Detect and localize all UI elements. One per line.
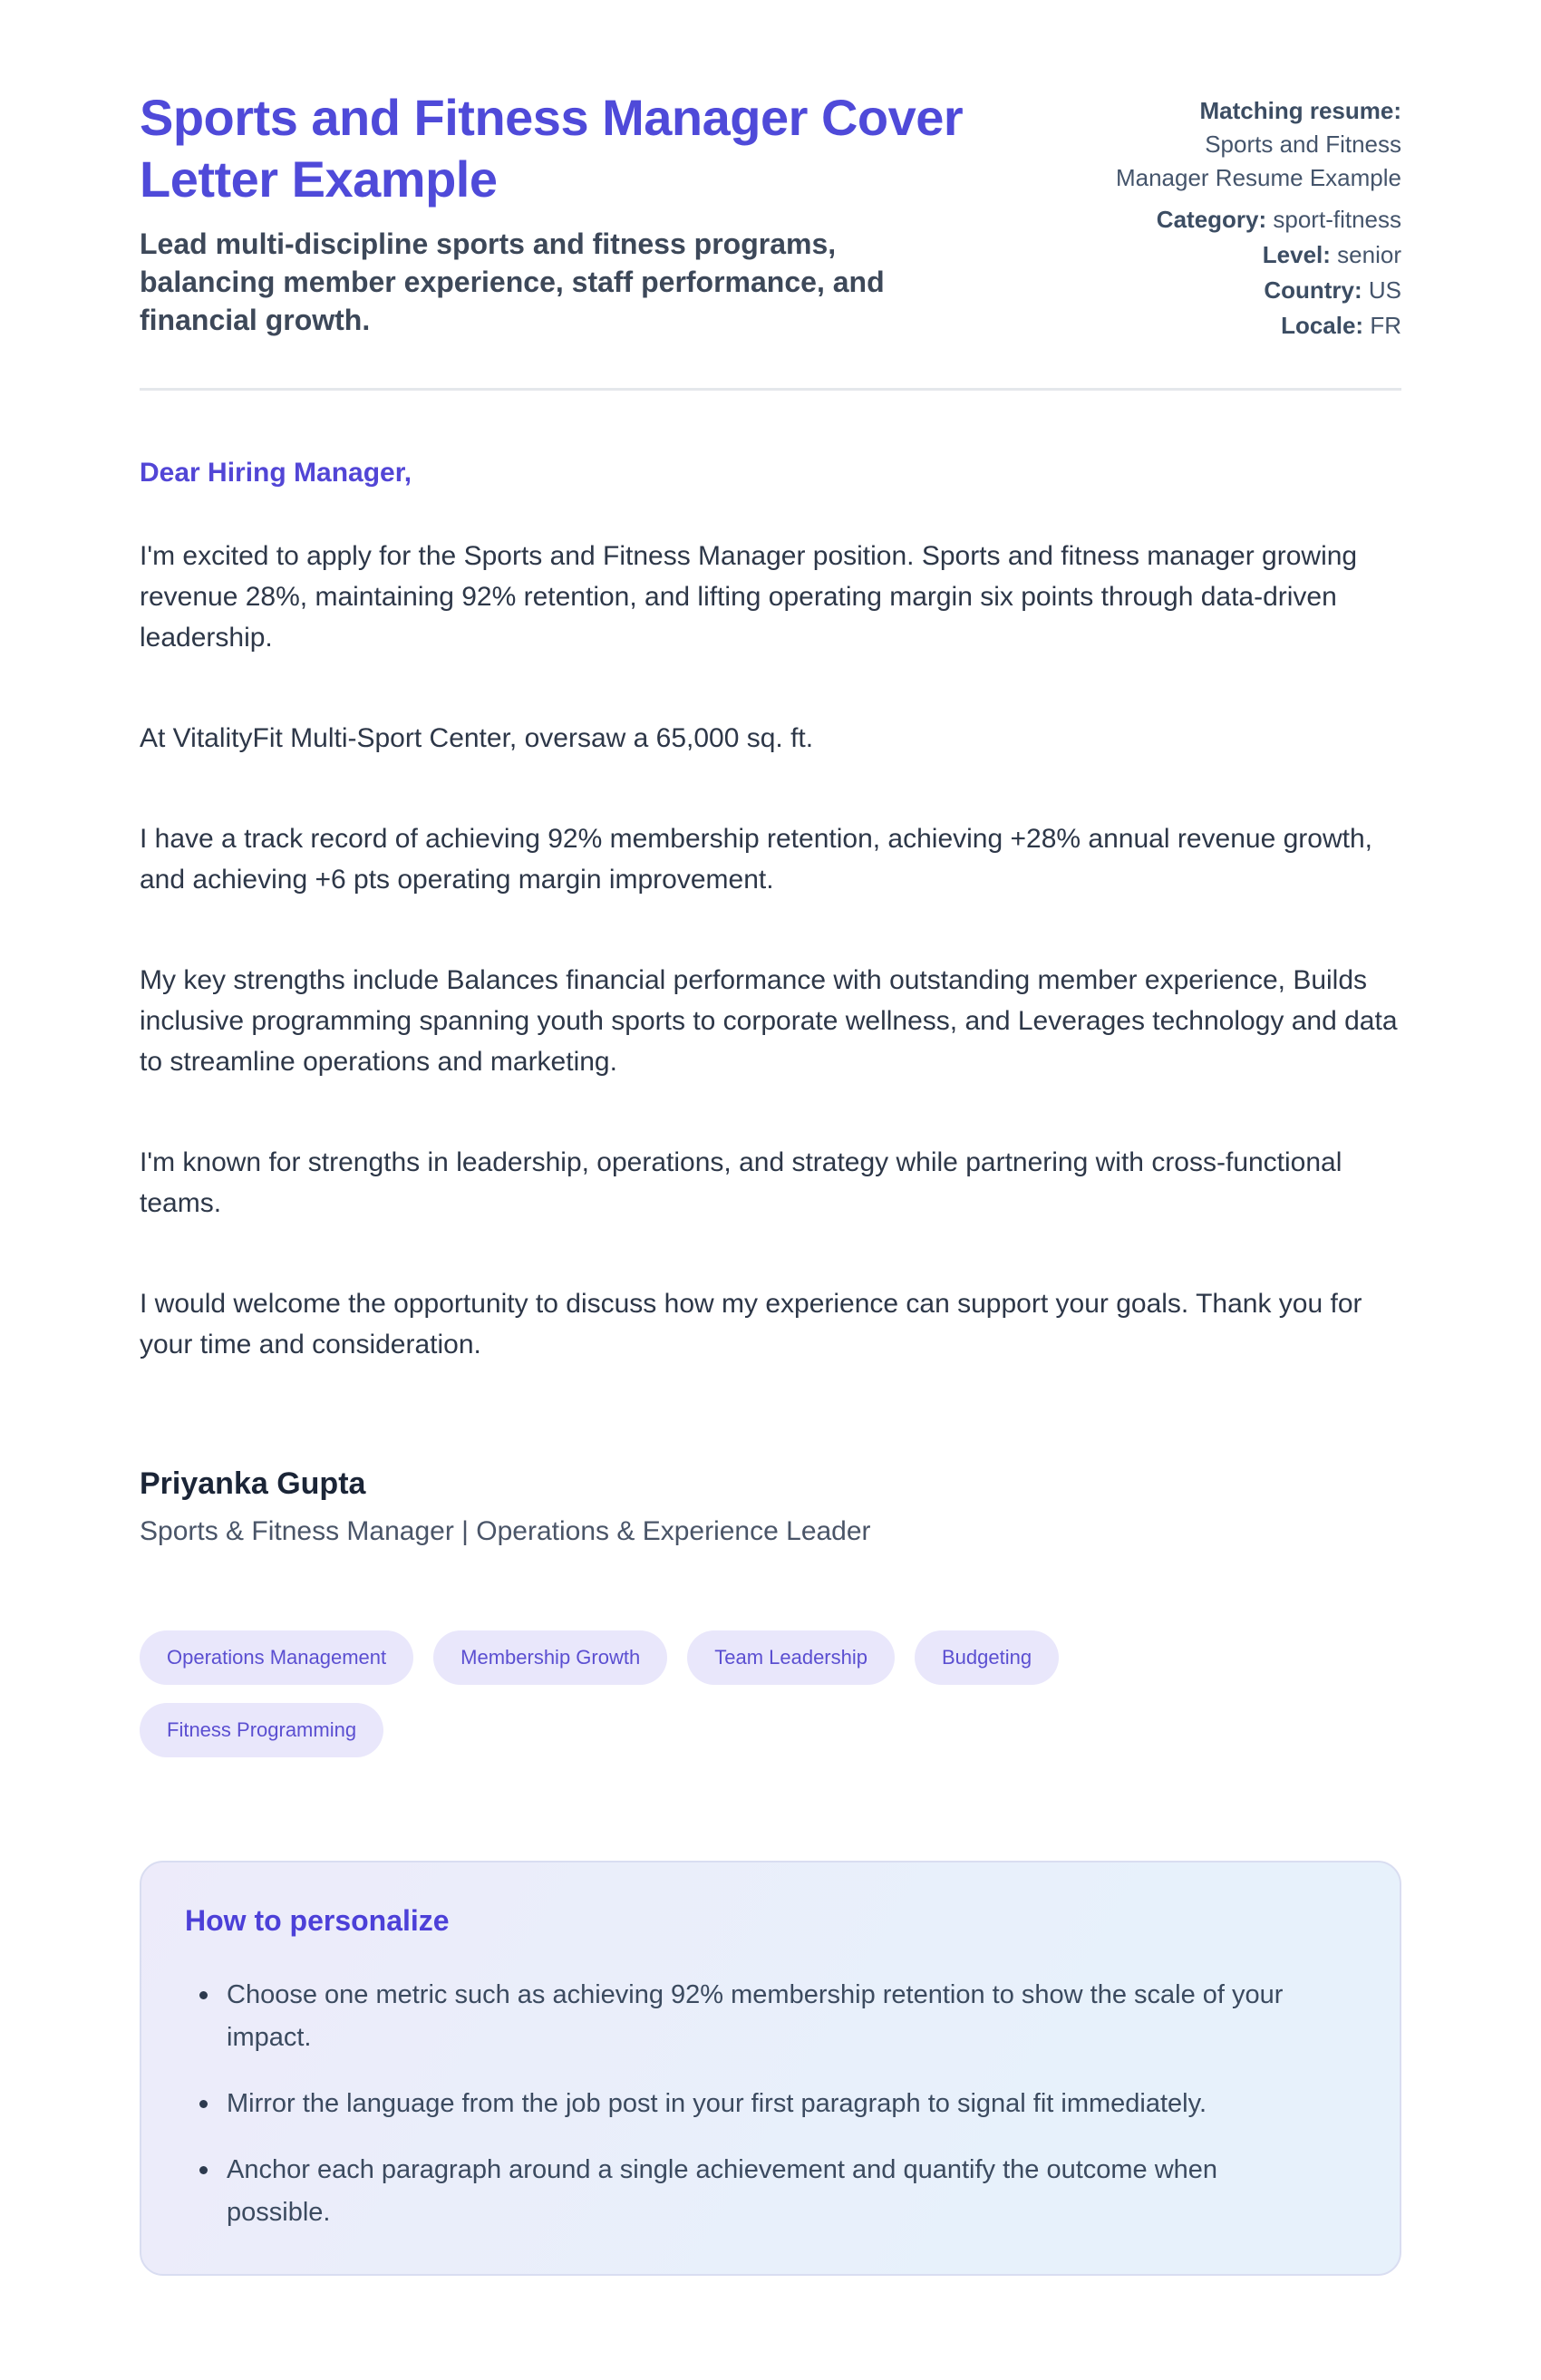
- meta-country-value: US: [1368, 276, 1401, 304]
- meta-level-row: [1113, 238, 1401, 272]
- personalize-tip: Mirror the language from the job post in your first paragraph to signal fit immediately.: [194, 2083, 1291, 2125]
- skill-tag[interactable]: Operations Management: [140, 1630, 413, 1685]
- letter-paragraph: I'm known for strengths in leadership, operations, and strategy while partnering with cross-functional teams.: [140, 1147, 1342, 1218]
- how-to-personalize-box: [140, 1861, 1401, 2276]
- skill-tag[interactable]: Team Leadership: [687, 1630, 895, 1685]
- letter-paragraph: I would welcome the opportunity to discuss how my experience can support your goals. Thank you for your time and consideration.: [140, 1289, 1362, 1359]
- skill-tag[interactable]: Membership Growth: [433, 1630, 667, 1685]
- meta-level-value: senior: [1337, 241, 1401, 268]
- meta-category-row: [1113, 203, 1401, 237]
- meta-country-row: [1113, 274, 1401, 307]
- page-title: Sports and Fitness Manager Cover Letter Example: [140, 89, 964, 208]
- signature-block: [140, 1466, 1401, 1547]
- meta-level-label: Level:: [1262, 241, 1331, 268]
- meta-country-label: Country:: [1264, 276, 1362, 304]
- page-container: [140, 0, 1401, 2276]
- personalize-title: How to personalize: [185, 1904, 450, 1937]
- letter-paragraph: My key strengths include Balances financial performance with outstanding member experience, Builds inclusive programming spanning youth sports to corporate wellness, and Leverages technology and data to streamline operations and marketing.: [140, 965, 1398, 1077]
- matching-resume-label: Matching resume:: [1199, 97, 1401, 124]
- header-title-block: [140, 87, 974, 339]
- matching-resume-link[interactable]: Sports and Fitness Manager Resume Example: [1115, 131, 1401, 191]
- skill-tags: [140, 1630, 1318, 1757]
- letter-paragraph: At VitalityFit Multi-Sport Center, oversaw a 65,000 sq. ft.: [140, 723, 814, 753]
- meta-locale-value: FR: [1370, 312, 1401, 339]
- signature-role: Sports & Fitness Manager | Operations & Experience Leader: [140, 1516, 871, 1546]
- personalize-tip: Anchor each paragraph around a single achievement and quantify the outcome when possible.: [194, 2149, 1291, 2234]
- personalize-tip: Choose one metric such as achieving 92% membership retention to show the scale of your impact.: [194, 1974, 1291, 2059]
- meta-category-value: sport-fitness: [1273, 206, 1401, 233]
- personalize-list: [185, 1974, 1356, 2234]
- header-divider: [140, 388, 1401, 391]
- signature-name: Priyanka Gupta: [140, 1466, 366, 1501]
- header: [140, 87, 1401, 343]
- letter-paragraph: I have a track record of achieving 92% membership retention, achieving +28% annual revenue growth, and achieving +6 pts operating margin improvement.: [140, 824, 1372, 895]
- meta-locale-row: [1113, 309, 1401, 343]
- matching-resume-row: [1113, 94, 1401, 195]
- page-subtitle: Lead multi-discipline sports and fitness programs, balancing member experience, staff performance, and financial growth.: [140, 227, 885, 336]
- meta-locale-label: Locale:: [1281, 312, 1364, 339]
- meta-category-label: Category:: [1156, 206, 1267, 233]
- resume-meta-panel: [1113, 87, 1401, 343]
- cover-letter-body: [140, 458, 1401, 1547]
- letter-paragraph: I'm excited to apply for the Sports and Fitness Manager position. Sports and fitness manager growing revenue 28%, maintaining 92% retention, and lifting operating margin six points through data-driven leadership.: [140, 541, 1358, 653]
- skill-tag[interactable]: Fitness Programming: [140, 1703, 383, 1757]
- skill-tag[interactable]: Budgeting: [915, 1630, 1059, 1685]
- letter-greeting: Dear Hiring Manager,: [140, 458, 412, 488]
